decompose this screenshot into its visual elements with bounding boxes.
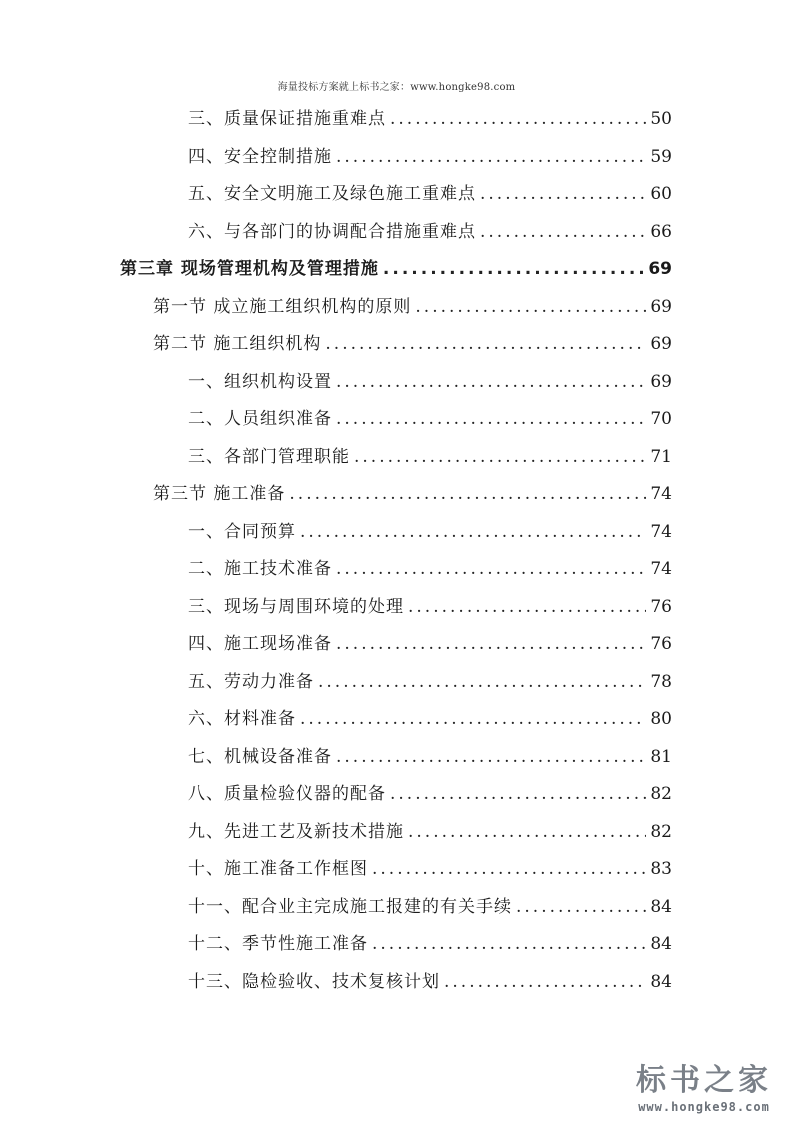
toc-leader-dots [372,851,646,888]
toc-entry[interactable] [188,889,672,926]
toc-entry[interactable] [188,664,672,701]
toc-entry[interactable] [188,101,672,138]
toc-leader-dots [336,551,646,588]
toc-entry-title: 三、各部门管理职能 [188,446,350,467]
toc-entry-title: 第三节 施工准备 [153,484,286,504]
toc-leader-dots [408,589,646,626]
toc-entry-title: 第一节 成立施工组织机构的原则 [153,296,412,317]
toc-leader-dots [480,214,646,251]
toc-entry-title: 十一、配合业主完成施工报建的有关手续 [188,896,512,917]
toc-leader-dots [354,439,646,476]
toc-entry[interactable] [188,214,672,251]
toc-section-entry[interactable] [153,289,672,326]
toc-entry-page: 76 [650,634,672,654]
toc-entry-page: 81 [650,746,672,767]
toc-entry-page: 50 [650,109,672,129]
toc-section-entry[interactable] [153,326,672,363]
toc-entry[interactable] [188,776,672,813]
toc-leader-dots [336,626,646,663]
toc-entry-title: 一、合同预算 [188,521,296,542]
toc-leader-dots [318,664,646,701]
toc-leader-dots [300,514,646,551]
toc-entry-title: 四、施工现场准备 [188,634,332,654]
toc-entry-page: 69 [648,259,672,279]
toc-entry-page: 69 [650,371,672,392]
toc-entry-title: 十、施工准备工作框图 [188,859,368,879]
toc-entry[interactable] [188,139,672,176]
toc-entry-title: 二、人员组织准备 [188,409,332,429]
toc-leader-dots [390,101,646,138]
toc-leader-dots [336,364,646,401]
toc-entry-title: 九、先进工艺及新技术措施 [188,821,404,842]
toc-entry-page: 71 [650,446,672,467]
toc-entry[interactable] [188,589,672,626]
toc-leader-dots [325,326,646,363]
toc-entry-page: 69 [650,334,672,354]
toc-entry-title: 三、现场与周围环境的处理 [188,596,404,617]
toc-entry-page: 60 [650,184,672,204]
watermark-url: www.hongke98.com [638,1100,770,1114]
toc-entry-page: 82 [650,821,672,842]
toc-leader-dots [289,476,646,513]
toc-entry-title: 二、施工技术准备 [188,559,332,579]
toc-entry-title: 十三、隐检验收、技术复核计划 [188,971,440,992]
toc-entry[interactable] [188,701,672,738]
toc-entry[interactable] [188,551,672,588]
toc-entry[interactable] [188,176,672,213]
toc-leader-dots [480,176,646,213]
toc-entry[interactable] [188,401,672,438]
toc-entry-page: 66 [650,221,672,242]
toc-entry-title: 八、质量检验仪器的配备 [188,784,386,804]
toc-entry-page: 69 [650,296,672,317]
toc-entry-title: 六、与各部门的协调配合措施重难点 [188,221,476,242]
toc-entry[interactable] [188,439,672,476]
toc-entry-page: 82 [650,784,672,804]
toc-entry-title: 十二、季节性施工准备 [188,934,368,954]
toc-entry[interactable] [188,814,672,851]
toc-entry-title: 一、组织机构设置 [188,371,332,392]
toc-entry[interactable] [188,364,672,401]
toc-leader-dots [372,926,646,963]
brand-watermark [629,1064,779,1114]
toc-leader-dots [336,401,646,438]
toc-entry-page: 74 [650,521,672,542]
toc-entry-page: 74 [650,484,672,504]
toc-leader-dots [516,889,646,926]
toc-entry-page: 78 [650,671,672,692]
toc-section-entry[interactable] [153,476,672,513]
toc-leader-dots [444,964,646,1001]
toc-leader-dots [408,814,646,851]
toc-entry[interactable] [188,514,672,551]
toc-leader-dots [336,139,646,176]
toc-entry-title: 三、质量保证措施重难点 [188,109,386,129]
toc-entry[interactable] [188,739,672,776]
toc-chapter-entry[interactable] [120,251,672,288]
toc-entry-title: 五、安全文明施工及绿色施工重难点 [188,184,476,204]
toc-entry-page: 70 [650,409,672,429]
toc-entry-title: 六、材料准备 [188,709,296,729]
toc-entry-page: 74 [650,559,672,579]
toc-leader-dots [383,251,644,288]
toc-entry[interactable] [188,626,672,663]
toc-leader-dots [336,739,646,776]
toc-entry[interactable] [188,851,672,888]
toc-entry-title: 第三章 现场管理机构及管理措施 [120,259,379,279]
toc-leader-dots [415,289,646,326]
page-header: 海量投标方案就上标书之家：www.hongke98.com [277,82,516,93]
toc-entry-page: 84 [650,896,672,917]
toc-entry-title: 七、机械设备准备 [188,746,332,767]
toc-entry-page: 84 [650,971,672,992]
watermark-logo-text: 标书之家 [636,1063,772,1098]
toc-entry[interactable] [188,926,672,963]
toc-entry-page: 59 [650,146,672,167]
toc-entry[interactable] [188,964,672,1001]
toc-leader-dots [300,701,646,738]
toc-entry-title: 四、安全控制措施 [188,146,332,167]
toc-entry-page: 80 [650,709,672,729]
toc-entry-title: 五、劳动力准备 [188,671,314,692]
toc-entry-page: 76 [650,596,672,617]
toc-entry-page: 84 [650,934,672,954]
toc-entry-title: 第二节 施工组织机构 [153,334,322,354]
toc-entry-page: 83 [650,859,672,879]
toc-leader-dots [390,776,646,813]
